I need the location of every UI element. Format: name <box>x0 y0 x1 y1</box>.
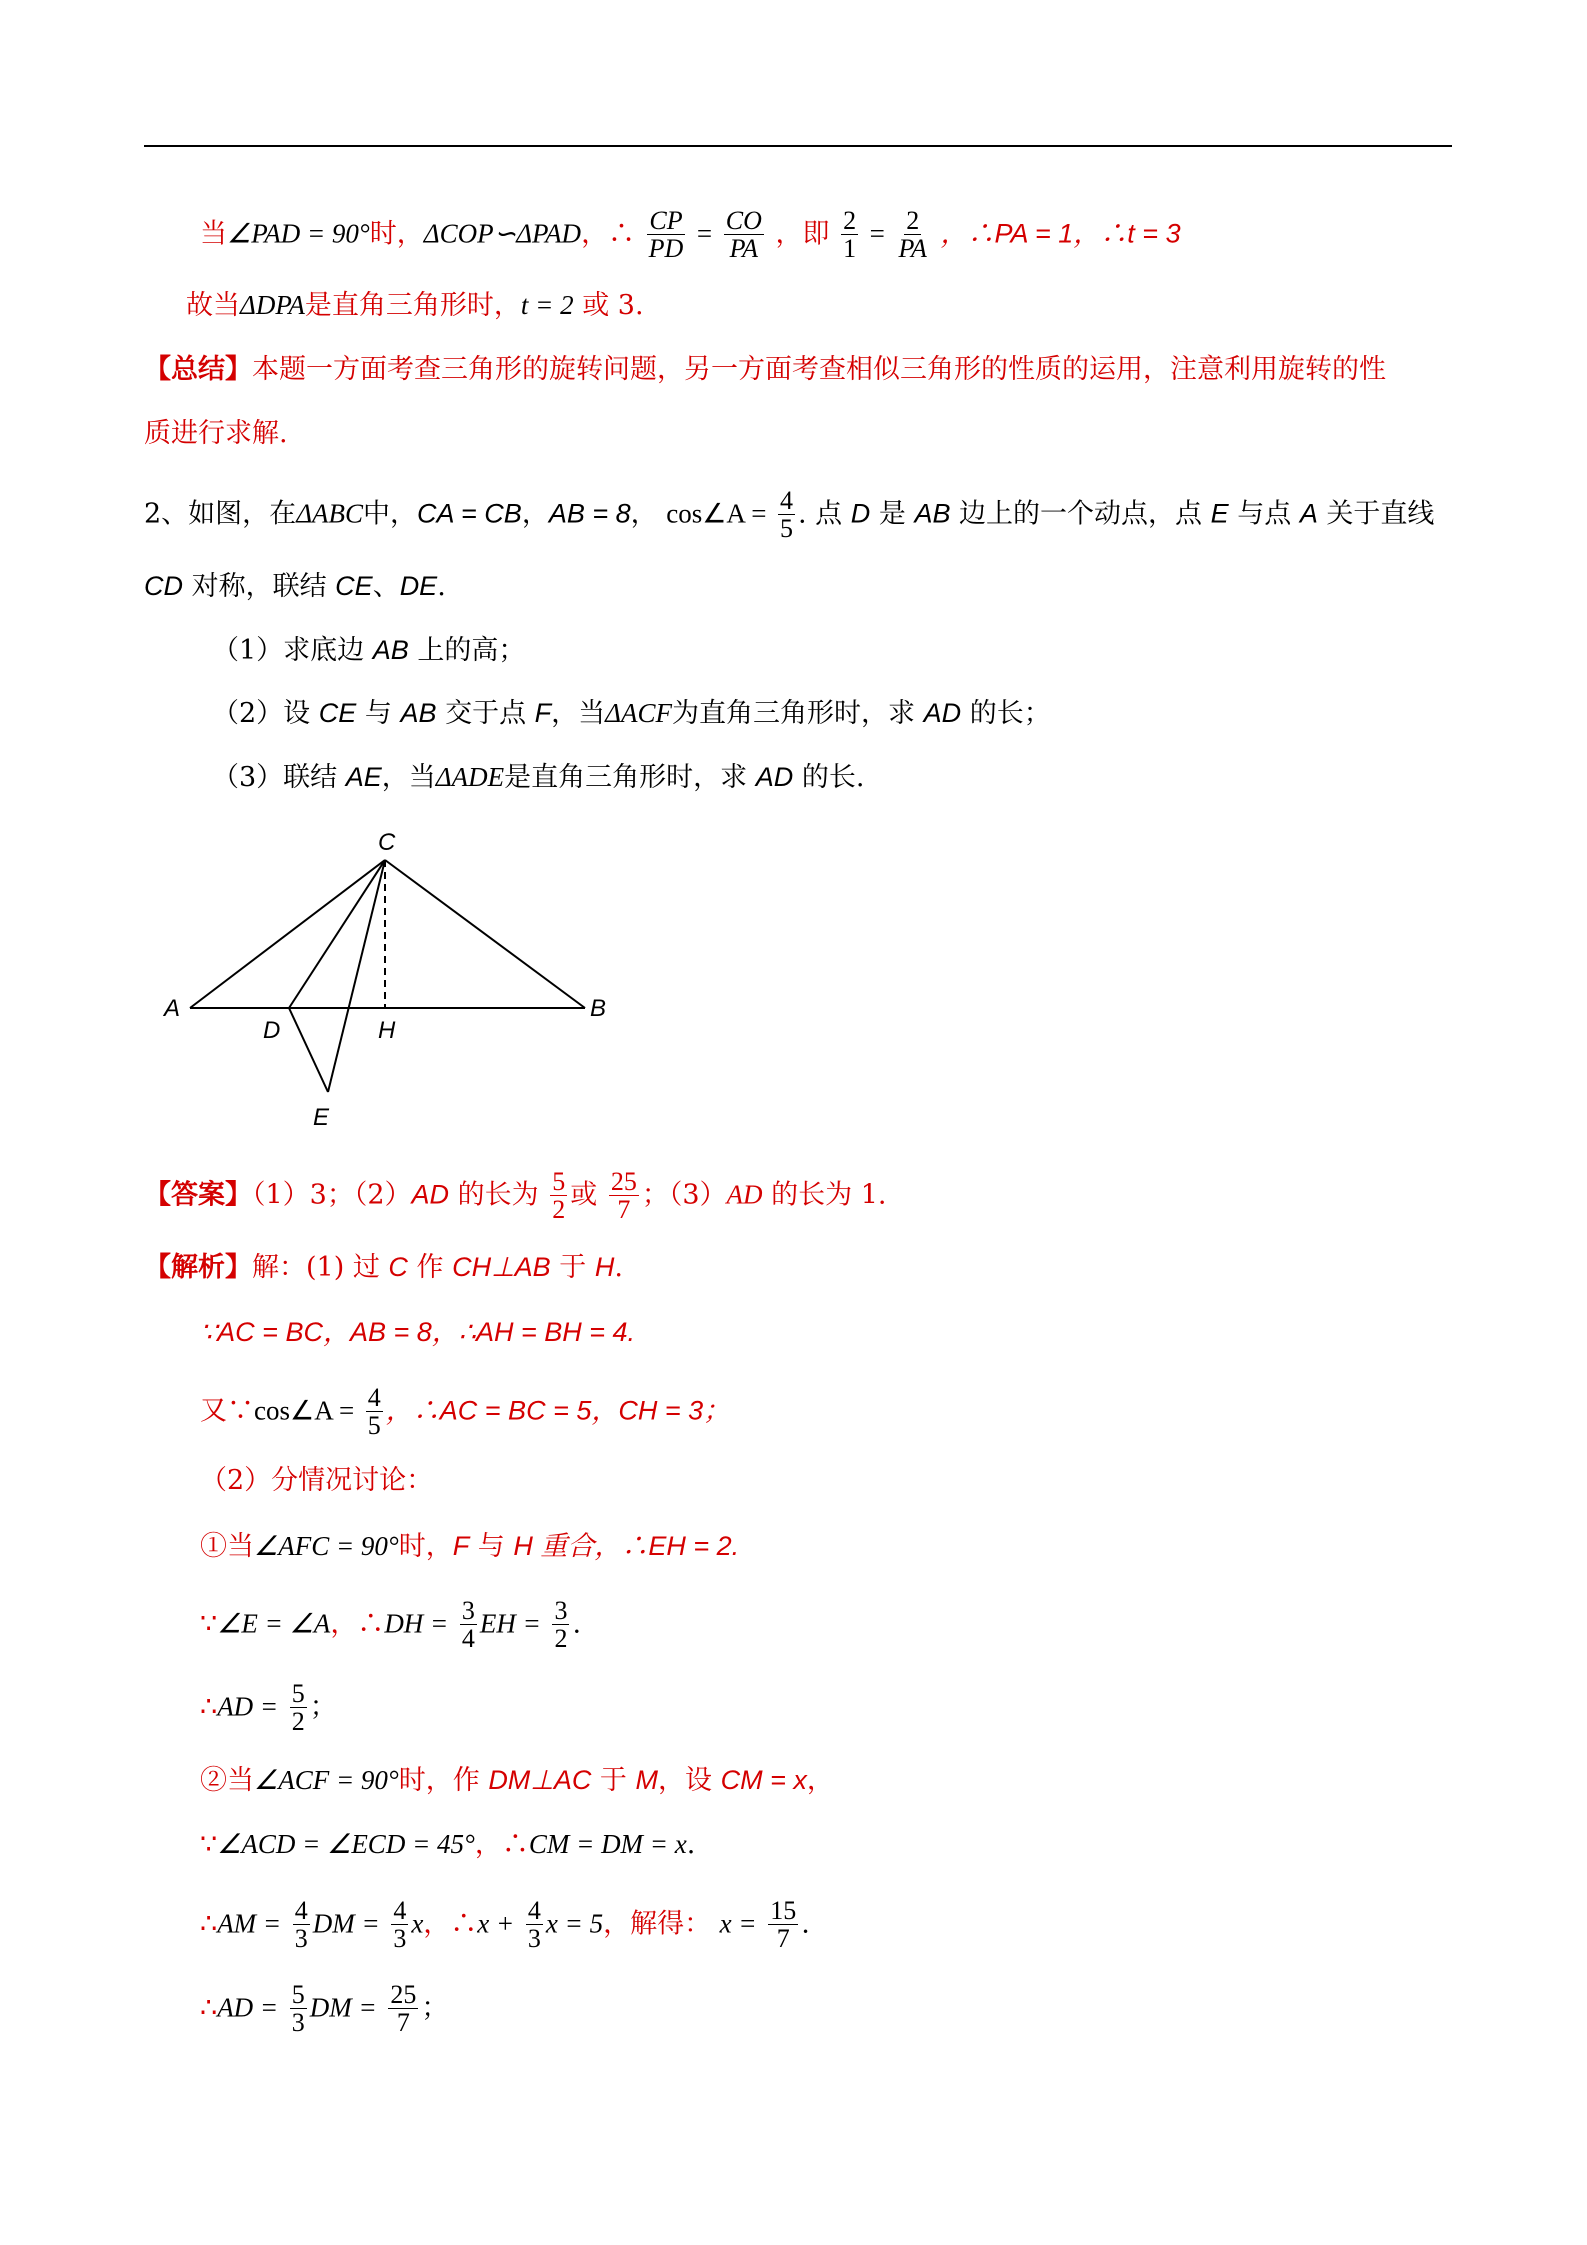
summary-line-1: 【总结】本题一方面考查三角形的旋转问题，另一方面考查相似三角形的性质的运用，注意利用旋转的性 <box>144 354 1386 385</box>
fraction-4-3-a: $\frac{4}{3}$ <box>294 1896 308 1954</box>
fraction-3-2: $\frac{3}{2}$ <box>554 1596 568 1654</box>
fraction-cp-pd: $\frac{CP}{PD}$ <box>648 206 684 264</box>
fraction-4-3-b: $\frac{4}{3}$ <box>393 1896 407 1954</box>
analysis-line-8: ②当∠ACF = 90°时，作 DM⊥AC 于 M，设 CM = x， <box>200 1765 834 1796</box>
summary-tag: 【总结】 <box>144 354 252 385</box>
analysis-line-1: 【解析】解：(1) 过 C 作 CH⊥AB 于 H. <box>144 1252 623 1283</box>
analysis-line-2: ∵AC = BC，AB = 8，∴AH = BH = 4. <box>200 1317 636 1347</box>
problem-line-2: CD 对称，联结 CE、DE. <box>144 571 446 602</box>
analysis-tag: 【解析】 <box>144 1252 252 1283</box>
analysis-line-3: 又∵cos∠A = $\frac{4}{5}$ ，∴AC = BC = 5，CH = 3； <box>200 1383 731 1441</box>
fraction-25-7-ad: $\frac{25}{7}$ <box>390 1980 417 2038</box>
analysis-line-4: （2）分情况讨论： <box>200 1465 434 1496</box>
analysis-line-6: ∵∠E = ∠A，∴DH = $\frac{3}{4}$ EH = $\frac{3}{2}$ . <box>200 1596 582 1654</box>
continuation-line-1: 当∠PAD = 90°时，ΔCOP∽ΔPAD，∴ $\frac{CP}{PD}$ = $\frac{CO}{PA}$ ，即 $\frac{2}{1}$ = $\frac{2}{PA}$ ，∴PA = 1，∴t = 3 <box>200 206 1181 264</box>
point-label-h: H <box>378 1017 396 1044</box>
problem-line-1: 2、如图，在ΔABC中，CA = CB，AB = 8， cos∠A = $\frac{4}{5}$ . 点 D 是 AB 边上的一个动点，点 E 与点 A 关于直线 <box>144 486 1435 544</box>
triangle-figure <box>150 820 620 1140</box>
segment-cb <box>385 860 585 1008</box>
fraction-co-pa: $\frac{CO}{PA}$ <box>725 206 762 264</box>
fraction-25-7: $\frac{25}{7}$ <box>610 1167 637 1225</box>
point-label-c: C <box>378 829 396 856</box>
fraction-15-7: $\frac{15}{7}$ <box>770 1896 797 1954</box>
segment-cd <box>289 860 385 1008</box>
segment-ac <box>190 860 385 1008</box>
point-label-e: E <box>313 1104 330 1131</box>
question-1: （1）求底边 AB 上的高； <box>212 635 526 666</box>
answer-line: 【答案】（1）3；（2）AD 的长为 $\frac{5}{2}$ 或 $\frac{25}{7}$ ；（3）AD 的长为 1. <box>144 1167 887 1225</box>
analysis-line-11: ∴AD = $\frac{5}{3}$ DM = $\frac{25}{7}$ ； <box>200 1980 449 2038</box>
point-label-d: D <box>263 1017 281 1044</box>
analysis-line-7: ∴AD = $\frac{5}{2}$ ； <box>200 1679 337 1737</box>
point-label-b: B <box>590 995 607 1022</box>
fraction-4-5: $\frac{4}{5}$ <box>780 486 794 544</box>
fraction-3-4: $\frac{3}{4}$ <box>461 1596 475 1654</box>
question-3: （3）联结 AE，当ΔADE是直角三角形时，求 AD 的长. <box>212 762 865 793</box>
answer-tag: 【答案】 <box>144 1179 252 1211</box>
fraction-2-pa: $\frac{2}{PA}$ <box>898 206 927 264</box>
continuation-line-2: 故当ΔDPA是直角三角形时，t = 2 或 3. <box>186 290 644 321</box>
analysis-line-5: ①当∠AFC = 90°时，F 与 H 重合，∴EH = 2. <box>200 1531 740 1562</box>
question-2: （2）设 CE 与 AB 交于点 F，当ΔACF为直角三角形时，求 AD 的长； <box>212 698 1051 729</box>
fraction-5-2-ad: $\frac{5}{2}$ <box>291 1679 305 1737</box>
point-label-a: A <box>164 995 181 1022</box>
header-rule <box>144 145 1452 147</box>
fraction-2-1: $\frac{2}{1}$ <box>843 206 857 264</box>
analysis-line-10: ∴AM = $\frac{4}{3}$ DM = $\frac{4}{3}$ x，∴x + $\frac{4}{3}$ x = 5，解得： x = $\frac{15}{7}$ . <box>200 1896 810 1954</box>
fraction-5-2: $\frac{5}{2}$ <box>552 1167 566 1225</box>
summary-line-2: 质进行求解. <box>144 418 288 449</box>
analysis-line-9: ∵∠ACD = ∠ECD = 45°，∴CM = DM = x. <box>200 1829 696 1860</box>
fraction-4-5-analysis: $\frac{4}{5}$ <box>367 1383 381 1441</box>
fraction-4-3-c: $\frac{4}{3}$ <box>527 1896 541 1954</box>
segment-de <box>289 1008 328 1092</box>
fraction-5-3: $\frac{5}{3}$ <box>291 1980 305 2038</box>
segment-ce <box>328 860 385 1092</box>
